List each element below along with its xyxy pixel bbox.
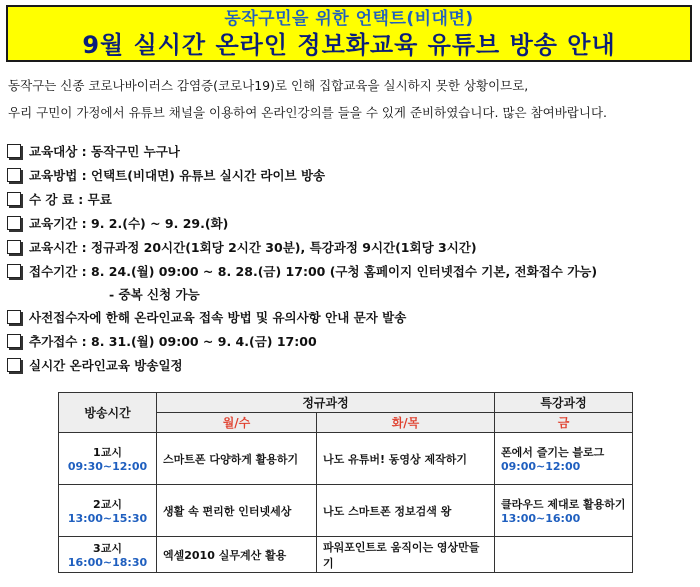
course-time: 09:00~12:00 <box>501 460 581 473</box>
table-row <box>59 433 633 485</box>
list-item-fee <box>7 187 697 211</box>
period-cell <box>59 485 157 537</box>
course-cell <box>317 485 495 537</box>
period-label: 2교시 <box>93 498 122 511</box>
list-item-registration-note <box>7 283 697 305</box>
table-header-row <box>59 393 633 413</box>
checkbox-icon <box>7 310 21 324</box>
period-cell <box>59 433 157 485</box>
table-row <box>59 537 633 573</box>
course-cell <box>157 433 317 485</box>
list-item-text: 수 강 료 : 무료 <box>29 192 112 207</box>
course-title: 엑셀2010 실무계산 활용 <box>163 548 287 562</box>
checkbox-icon <box>7 168 21 182</box>
table-row <box>59 485 633 537</box>
intro-line-1: 동작구는 신종 코로나바이러스 감염증(코로나19)로 인해 집합교육을 실시하지 못한 상황이므로, <box>8 78 529 93</box>
period-time: 16:00~18:30 <box>67 556 148 569</box>
list-item-text: - 중복 신청 가능 <box>109 287 200 302</box>
list-item-text: 추가접수 : 8. 31.(월) 09:00 ~ 9. 4.(금) 17:00 <box>29 334 317 349</box>
list-item-text: 실시간 온라인교육 방송일정 <box>29 358 183 373</box>
list-item-schedule <box>7 353 697 377</box>
list-item-additional-registration <box>7 329 697 353</box>
col-header-special: 특강과정 <box>495 393 633 413</box>
list-item-period <box>7 211 697 235</box>
list-item-text: 사전접수자에 한해 온라인교육 접속 방법 및 유의사항 안내 문자 발송 <box>29 310 407 325</box>
list-item-method <box>7 163 697 187</box>
header-banner <box>6 5 692 62</box>
list-item-text: 교육기간 : 9. 2.(수) ~ 9. 29.(화) <box>29 216 229 231</box>
course-cell <box>495 537 633 573</box>
period-time: 09:30~12:00 <box>67 460 148 473</box>
col-header-time: 방송시간 <box>59 393 157 433</box>
list-item-registration <box>7 259 697 283</box>
day-header-fri: 금 <box>495 413 633 433</box>
period-time: 13:00~15:30 <box>67 512 148 525</box>
list-item-target <box>7 139 697 163</box>
course-title: 폰에서 즐기는 블로그 <box>501 446 605 459</box>
list-item-text: 교육방법 : 언택트(비대면) 유튜브 실시간 라이브 방송 <box>29 168 326 183</box>
course-cell <box>317 433 495 485</box>
period-label: 1교시 <box>93 446 122 459</box>
schedule-table <box>58 392 633 573</box>
intro-paragraph <box>8 72 696 126</box>
checkbox-icon <box>7 144 21 158</box>
list-item-sms-notice <box>7 305 697 329</box>
course-title: 생활 속 편리한 인터넷세상 <box>163 504 292 518</box>
course-title: 클라우드 제대로 활용하기 <box>501 498 626 511</box>
checkbox-icon <box>7 240 21 254</box>
course-cell <box>317 537 495 573</box>
day-header-tue-thu: 화/목 <box>317 413 495 433</box>
header-subtitle: 동작구민을 위한 언택트(비대면) <box>224 9 474 29</box>
list-item-text: 교육시간 : 정규과정 20시간(1회당 2시간 30분), 특강과정 9시간(1회당 3시간) <box>29 240 477 255</box>
checkbox-icon <box>7 358 21 372</box>
period-label: 3교시 <box>93 542 122 555</box>
course-time: 13:00~16:00 <box>501 512 581 525</box>
course-cell <box>495 433 633 485</box>
course-cell <box>157 537 317 573</box>
list-item-text: 교육대상 : 동작구민 누구나 <box>29 144 180 159</box>
course-title: 스마트폰 다양하게 활용하기 <box>163 452 299 466</box>
info-list <box>7 139 697 377</box>
header-title: 9월 실시간 온라인 정보화교육 유튜브 방송 안내 <box>82 31 616 59</box>
col-header-regular: 정규과정 <box>157 393 495 413</box>
course-cell <box>495 485 633 537</box>
period-cell <box>59 537 157 573</box>
intro-line-2: 우리 구민이 가정에서 유튜브 채널을 이용하여 온라인강의를 들을 수 있게 준비하였습니다. 많은 참여바랍니다. <box>8 105 608 120</box>
course-title: 나도 유튜버! 동영상 제작하기 <box>323 452 468 466</box>
checkbox-icon <box>7 192 21 206</box>
course-cell <box>157 485 317 537</box>
list-item-hours <box>7 235 697 259</box>
course-title: 나도 스마트폰 정보검색 왕 <box>323 504 452 518</box>
course-title: 파워포인트로 움직이는 영상만들기 <box>323 540 480 570</box>
checkbox-icon <box>7 264 21 278</box>
day-header-mon-wed: 월/수 <box>157 413 317 433</box>
checkbox-icon <box>7 334 21 348</box>
list-item-text: 접수기간 : 8. 24.(월) 09:00 ~ 8. 28.(금) 17:00 (구청 홈페이지 인터넷접수 기본, 전화접수 가능) <box>29 264 598 279</box>
checkbox-icon <box>7 216 21 230</box>
